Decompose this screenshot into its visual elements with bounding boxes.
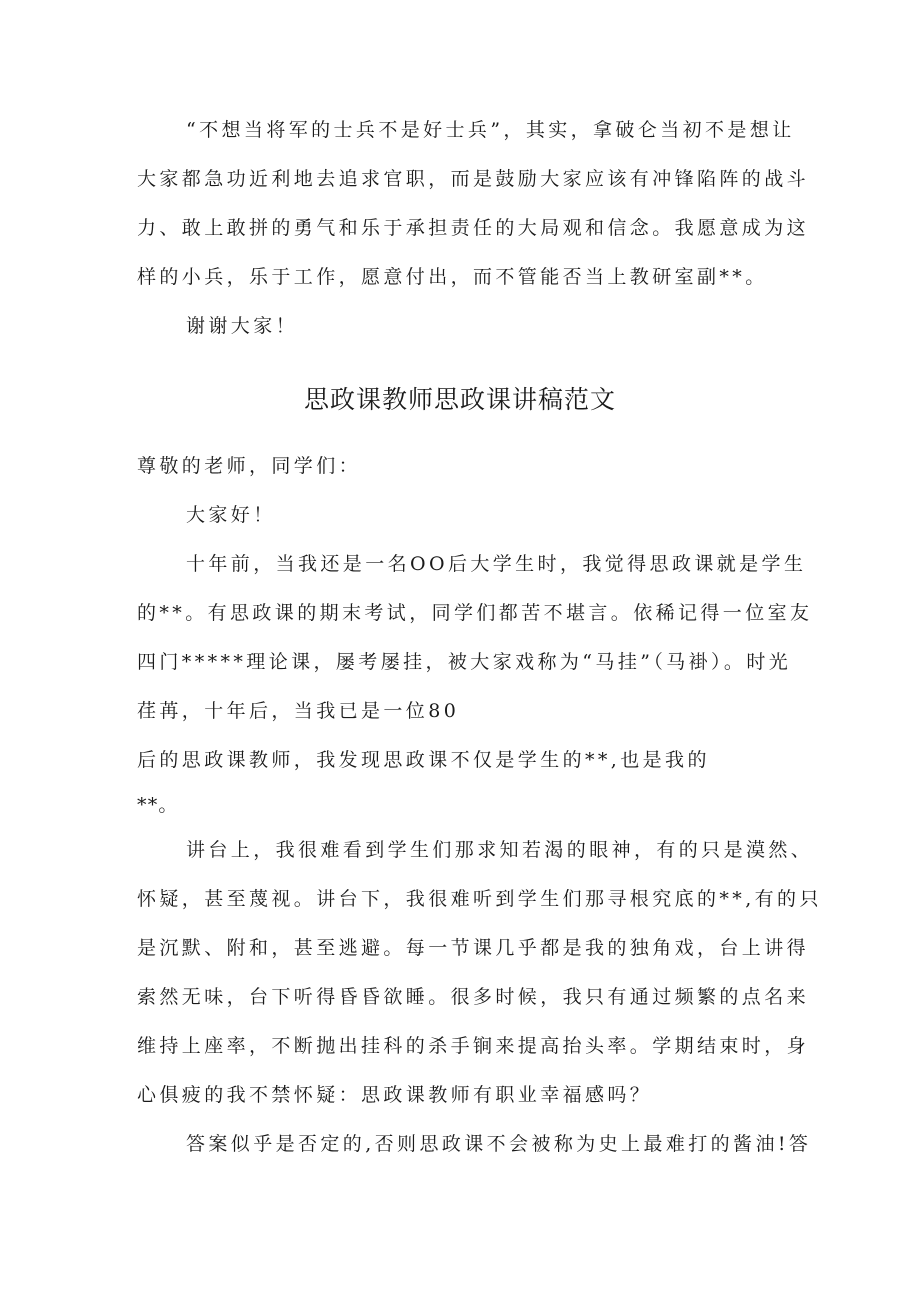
paragraph-line: 四门*****理论课，屡考屡挂，被大家戏称为“马挂”（马褂）。时光 xyxy=(137,651,792,673)
paragraph-line: 怀疑，甚至蔑视。讲台下，我很难听到学生们那寻根究底的**,有的只 xyxy=(137,888,822,910)
paragraph-line: 索然无味，台下听得昏昏欲睡。很多时候，我只有通过频繁的点名来 xyxy=(137,986,810,1008)
paragraph-line: 的**。有思政课的期末考试，同学们都苦不堪言。依稀记得一位室友 xyxy=(137,602,813,624)
prev-paragraph-line: 样的小兵，乐于工作，愿意付出，而不管能否当上教研室副**。 xyxy=(137,266,768,288)
paragraph-line: 维持上座率，不断抛出挂科的杀手锏来提高抬头率。学期结束时，身 xyxy=(137,1035,810,1057)
paragraph-line: 答案似乎是否定的,否则思政课不会被称为史上最难打的酱油!答 xyxy=(186,1133,812,1155)
greeting: 大家好！ xyxy=(186,504,276,526)
paragraph-line: **。 xyxy=(137,794,179,816)
paragraph-line: 后的思政课教师，我发现思政课不仅是学生的**,也是我的 xyxy=(137,749,710,771)
document-title: 思政课教师思政课讲稿范文 xyxy=(303,385,616,414)
paragraph-line: 荏苒，十年后，当我已是一位80 xyxy=(137,700,460,722)
thanks-line: 谢谢大家！ xyxy=(186,315,299,337)
paragraph-line: 讲台上，我很难看到学生们那求知若渴的眼神，有的只是漠然、 xyxy=(186,839,814,861)
prev-paragraph-line: “不想当将军的士兵不是好士兵”，其实，拿破仑当初不是想让 xyxy=(186,119,795,141)
salutation: 尊敬的老师，同学们： xyxy=(137,455,362,477)
paragraph-line: 十年前，当我还是一名OO后大学生时，我觉得思政课就是学生 xyxy=(186,553,807,575)
paragraph-line: 是沉默、附和，甚至逃避。每一节课几乎都是我的独角戏，台上讲得 xyxy=(137,937,810,959)
prev-paragraph-line: 力、敢上敢拼的勇气和乐于承担责任的大局观和信念。我愿意成为这 xyxy=(137,217,810,239)
prev-paragraph-line: 大家都急功近利地去追求官职，而是鼓励大家应该有冲锋陷阵的战斗 xyxy=(137,168,810,190)
paragraph-line: 心俱疲的我不禁怀疑：思政课教师有职业幸福感吗？ xyxy=(137,1084,653,1106)
